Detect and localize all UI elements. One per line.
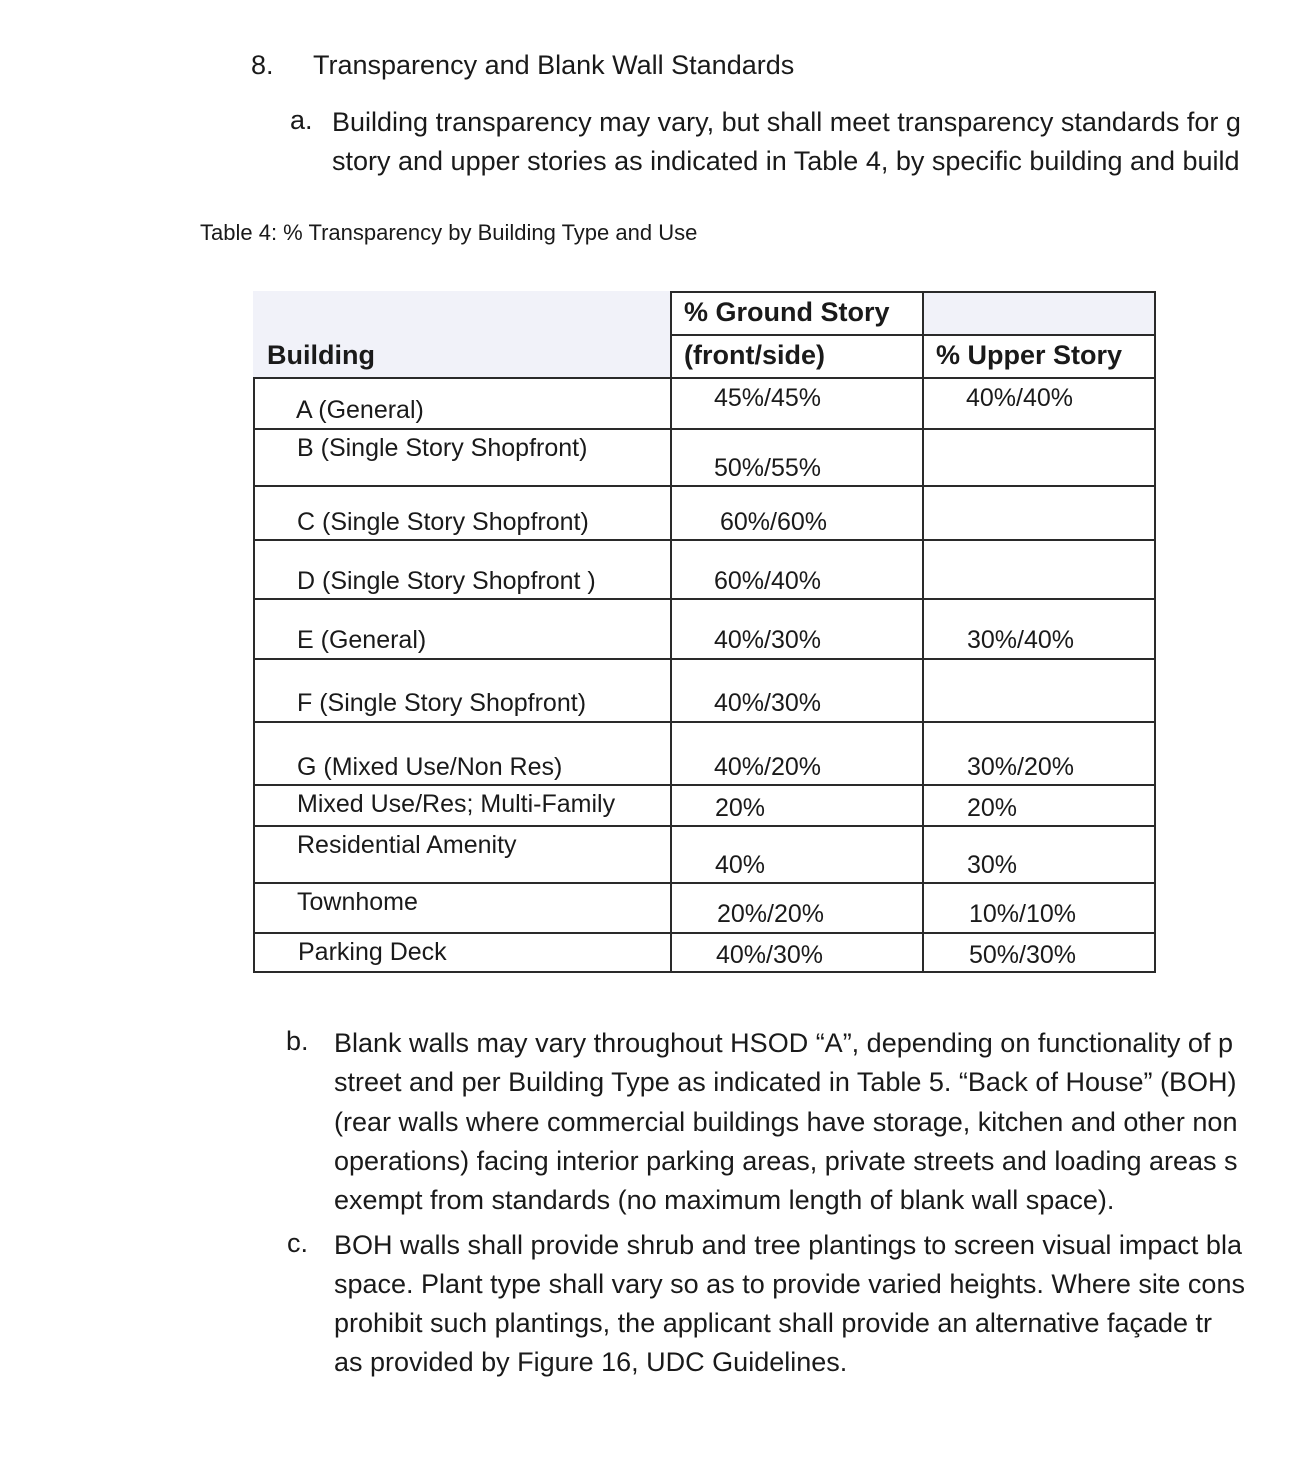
header-ground-story: % Ground Story [684,297,890,327]
cell-building: Townhome [297,888,418,916]
table-border [253,377,255,973]
table-border [253,825,1156,827]
table-border [670,291,672,973]
cell-ground: 40%/30% [716,941,824,969]
table-border [253,598,1156,600]
table-border [253,971,1156,973]
cell-ground: 50%/55% [714,454,822,482]
table-border [253,539,1156,541]
para-c-line: as provided by Figure 16, UDC Guidelines. [334,1347,848,1377]
cell-upper: 30% [967,851,1018,879]
table-border [253,377,1156,379]
cell-building: G (Mixed Use/Non Res) [297,753,563,781]
cell-ground: 20%/20% [717,900,825,928]
cell-ground: 40% [715,851,766,879]
header-building: Building [267,340,375,370]
table-border [1154,291,1156,973]
para-b-line: Blank walls may vary throughout HSOD “A”, depending on functionality of p [334,1028,1233,1058]
cell-upper: 10%/10% [969,900,1077,928]
table-border [253,485,1156,487]
cell-ground: 60%/40% [714,567,822,595]
table-border [671,291,1156,293]
transparency-table [253,291,1156,973]
table-border [253,721,1156,723]
table-border [253,932,1156,934]
para-a-line: story and upper stories as indicated in Table 4, by specific building and build [332,146,1240,176]
para-c-line: BOH walls shall provide shrub and tree plantings to screen visual impact bla [334,1230,1242,1260]
cell-upper: 30%/40% [967,626,1075,654]
para-c-marker: c. [287,1228,309,1258]
table-border [253,658,1156,660]
table-border [253,428,1156,430]
cell-building: E (General) [297,626,427,654]
cell-building: Residential Amenity [297,831,517,859]
section-number: 8. [251,50,274,80]
table-border [253,784,1156,786]
cell-upper: 40%/40% [966,384,1074,412]
cell-building: Mixed Use/Res; Multi-Family [297,790,616,818]
para-b-line: operations) facing interior parking areas, private streets and loading areas s [334,1146,1238,1176]
header-ground-subtitle: (front/side) [684,340,825,370]
cell-upper: 20% [967,794,1018,822]
cell-building: D (Single Story Shopfront ) [297,567,596,595]
para-a-marker: a. [290,105,313,135]
para-c-line: space. Plant type shall vary so as to provide varied heights. Where site cons [334,1269,1245,1299]
cell-upper: 50%/30% [969,941,1077,969]
cell-building: C (Single Story Shopfront) [297,508,589,536]
table-caption: Table 4: % Transparency by Building Type and Use [200,220,698,245]
cell-ground: 60%/60% [720,508,828,536]
cell-ground: 40%/20% [714,753,822,781]
cell-ground: 40%/30% [714,626,822,654]
para-b-line: (rear walls where commercial buildings have storage, kitchen and other non [334,1107,1238,1137]
cell-ground: 20% [715,794,766,822]
cell-building: Parking Deck [298,938,447,966]
section-title: Transparency and Blank Wall Standards [313,50,795,80]
para-b-line: street and per Building Type as indicated in Table 5. “Back of House” (BOH) [334,1067,1237,1097]
para-c-line: prohibit such plantings, the applicant shall provide an alternative façade tr [334,1308,1213,1338]
cell-upper: 30%/20% [967,753,1075,781]
cell-ground: 45%/45% [714,384,822,412]
cell-building: F (Single Story Shopfront) [297,689,587,717]
cell-building: B (Single Story Shopfront) [297,434,588,462]
table-border [253,882,1156,884]
table-border [922,291,924,973]
table-border [671,334,1156,336]
header-upper-story: % Upper Story [936,340,1123,370]
cell-building: A (General) [296,396,424,424]
para-a-line: Building transparency may vary, but shall meet transparency standards for g [332,107,1241,137]
para-b-line: exempt from standards (no maximum length of blank wall space). [334,1185,1115,1215]
cell-ground: 40%/30% [714,689,822,717]
para-b-marker: b. [286,1026,309,1056]
header-shade [923,291,1156,335]
